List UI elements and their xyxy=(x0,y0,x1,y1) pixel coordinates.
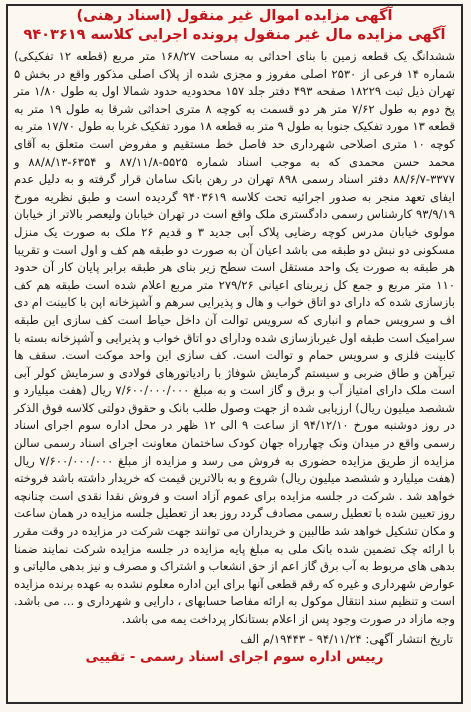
notice-title-line-1: آگهی مزایده اموال غیر منقول (اسناد رهنی) xyxy=(76,8,393,24)
signature: رییس اداره سوم اجرای اسناد رسمی - تقییی xyxy=(85,648,384,665)
notice-title-line-2: آگهی مزایده مال غیر منقول پرونده اجرایی کلاسه ۹۴۰۳۶۱۹ xyxy=(23,27,446,43)
notice-body: ششدانگ یک قطعه زمین با بنای احداثی به مساحت ۱۶۸/۲۷ متر مربع (قطعه ۱۲ تفکیکی) شماره ۱۴ فرعی از ۲۵۳۰ اصلی مفروز و مجزی شده از پلاک اصلی مذکور واقع در بخش ۵ تهران ذیل ثبت ۱۸۲۲۹ صفحه ۴۹۳ دفتر جلد ۱۵۷ محدودیه حدود شمالا اول به طول ۱/۸۰ متر پخ دوم به طول ۷/۶۲ متر هر دو قسمت به کوچه ۸ متری احداثی شرقا به طول ۱۹ متر به قطعه ۱۳ مورد تفکیک جنوبا به طول ۹ متر به قطعه ۱۸ مورد تفکیک غربا به طول ۱۷/۷۰ متر به کوچه ۱۰ متری اصلاحی شهرداری حد فاصل خط مستقیم و مفروض است متعلق به آقای محمد حسن محمدی که به موجب اسناد شماره ۵۵۲۵-۸۷/۱۱/۸ و ۶۳۵۴-۸۸/۸/۱۳ و ۳۳۷۷-۸۸/۶/۷ دفتر اسناد رسمی ۸۹۸ تهران در رهن بانک سامان قرار گرفته و به دلیل عدم ایفای تعهد منجر به صدور اجرائیه تحت کلاسه ۹۴۰۳۶۱۹ گردیده است و طبق نظریه مورخ ۹۳/۹/۱۹ کارشناس رسمی دادگستری ملک واقع است در تهران خیابان ولیعصر بالاتر از خیابان مولوی خیابان مدرس کوچه رضایی پلاک آبی جدید ۳ و قدیم ۲۶ ملک به صورت یک منزل مسکونی دو نبش دو طبقه می باشد اعیان آن به صورت دو طبقه هم کف و اول است و تقریبا هر طبقه به صورت یک واحد مستقل است سطح زیر بنای هر طبقه برابر پایان کار آن حدود ۱۱۰ متر مربع و جمع کل زیربنای اعیانی ۲۷۹/۲۶ متر مربع اعلام شده است طبقه هم کف بازسازی شده که دارای دو اتاق خواب و هال و پذیرایی سرهم و آشپزخانه اپن با کابینت ام دی اف و سرویس حمام و انباری که سرویس توالت آن داخل حیاط است کف سازی این طبقه سرامیک است طبقه اول غیربازسازی شده ودارای دو اتاق خواب و پذیرایی و آشپزخانه بسته با کابینت فلزی و سرویس حمام و توالت است. کف سازی این واحد موکت است. سقف ها تیرآهن و طاق ضربی و سیستم گرمایش شوفاژ با رادیاتورهای فولادی و سرمایش کولر آبی است ملک دارای امتیاز آب و برق و گاز است و به مبلغ ۷/۶۰۰/۰۰۰/۰۰۰ ریال (هفت میلیارد و ششصد میلیون ریال) ارزیابی شده از جهت وصول طلب بانک و حقوق دولتی کلاسه فوق الذکر در روز دوشنبه مورخ ۹۴/۱۲/۱۰ از ساعت ۹ الی ۱۲ ظهر در محل اداره سوم اجرای اسناد رسمی واقع در میدان ونک چهارراه جهان کودک ساختمان معاونت اجرای اسناد رسمی سالن مزایده از طریق مزایده حضوری به فروش می رسد و مزایده از مبلغ ۷/۶۰۰/۰۰۰/۰۰۰ ریال (هفت میلیارد و ششصد میلیون ریال) شروع و به بالاترین قیمت که خریدار داشته باشد فروخته خواهد شد . شرکت در جلسه مزایده برای عموم آزاد است و فروش نقدا نقدی است چنانچه روز تعیین شده با تعطیل رسمی مصادف گردد روز بعد از تعطیل جلسه مزایده در همان ساعت و مکان تشکیل خواهد شد طالبین و خریداران می توانند جهت شرکت در مزایده در وقت مقرر با ارائه چک تضمین شده بانک ملی به مبلغ پایه مزایده در جلسه مزایده شرکت نمایند ضمنا بدهی های مربوط به آب برق گاز اعم از حق انشعاب و اشتراک و مصرف و نیز بدهی مالیاتی و عوارض شهرداری و غیره که رقم قطعی آنها برای این اداره معلوم نشده به عهده برنده مزایده است و تنظیم سند انتقال موکول به ارائه مفاصا حسابهای ، دارایی و شهرداری و ... می باشد. وجه مازاد در صورت وجود پس از اعلام بستانکار پرداخت یمه می باشد. xyxy=(14,49,455,626)
publication-date: تاریخ انتشار آگهی: ۹۴/۱۱/۲۴ - ۱۹۴۴۳/م الف xyxy=(240,631,453,646)
notice-frame xyxy=(6,4,463,704)
